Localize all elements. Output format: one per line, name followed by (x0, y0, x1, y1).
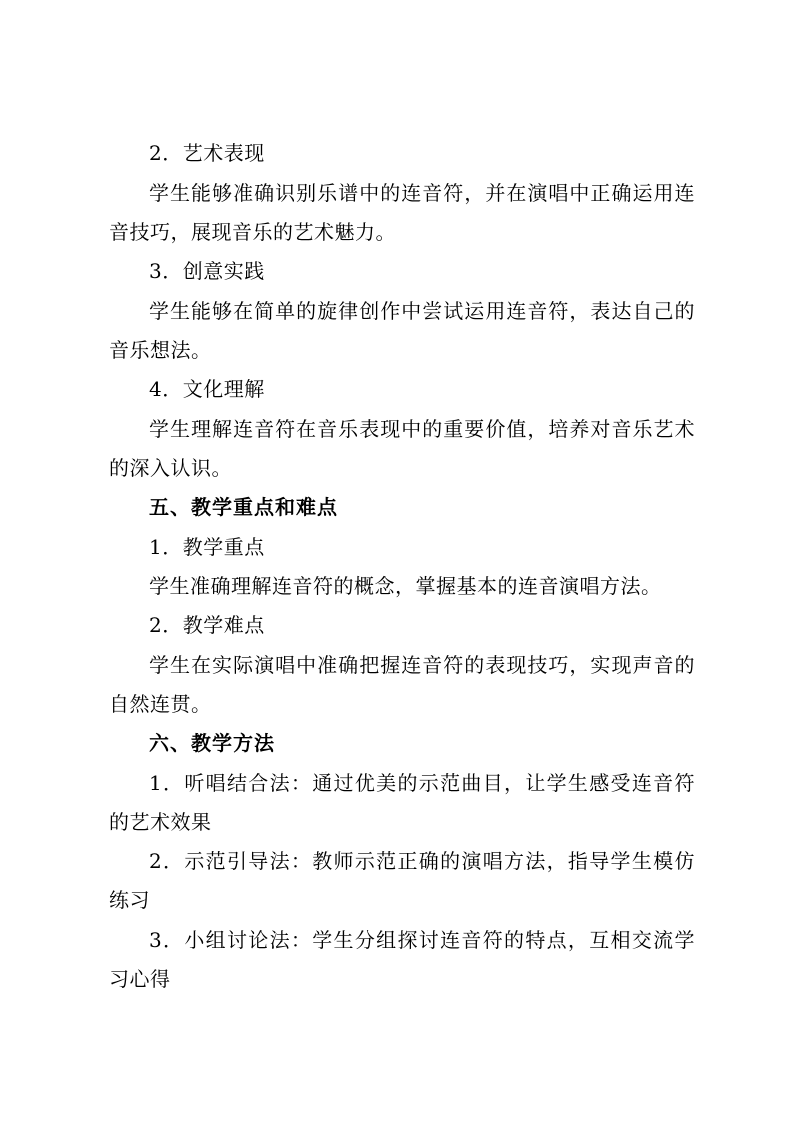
paragraph-line: 音技巧，展现音乐的艺术魅力。 (109, 220, 396, 244)
subheading-teaching-difficulty: 2．教学难点 (149, 613, 265, 637)
paragraph-line: 学生在实际演唱中准确把握连音符的表现技巧，实现声音的 (149, 653, 695, 677)
subheading-creative-practice: 3．创意实践 (149, 259, 265, 283)
paragraph-line: 习心得 (109, 967, 171, 991)
paragraph-line: 音乐想法。 (109, 338, 212, 362)
paragraph-line: 的深入认识。 (109, 456, 232, 480)
paragraph-line: 1．听唱结合法：通过优美的示范曲目，让学生感受连音符 (149, 771, 695, 795)
section-heading-key-points: 五、教学重点和难点 (149, 495, 338, 519)
paragraph-line: 学生理解连音符在音乐表现中的重要价值，培养对音乐艺术 (149, 417, 695, 441)
paragraph-line: 3．小组讨论法：学生分组探讨连音符的特点，互相交流学 (149, 928, 695, 952)
section-heading-teaching-methods: 六、教学方法 (149, 731, 275, 755)
paragraph-line: 学生能够准确识别乐谱中的连音符，并在演唱中正确运用连 (149, 181, 695, 205)
subheading-teaching-focus: 1．教学重点 (149, 535, 265, 559)
subheading-cultural-understanding: 4．文化理解 (149, 377, 265, 401)
paragraph-line: 练习 (109, 888, 150, 912)
paragraph-line: 的艺术效果 (109, 810, 212, 834)
paragraph-line: 学生准确理解连音符的概念，掌握基本的连音演唱方法。 (149, 574, 662, 598)
paragraph-line: 学生能够在简单的旋律创作中尝试运用连音符，表达自己的 (149, 299, 695, 323)
paragraph-line: 2．示范引导法：教师示范正确的演唱方法，指导学生模仿 (149, 849, 695, 873)
subheading-art-expression: 2．艺术表现 (149, 141, 265, 165)
paragraph-line: 自然连贯。 (109, 692, 212, 716)
